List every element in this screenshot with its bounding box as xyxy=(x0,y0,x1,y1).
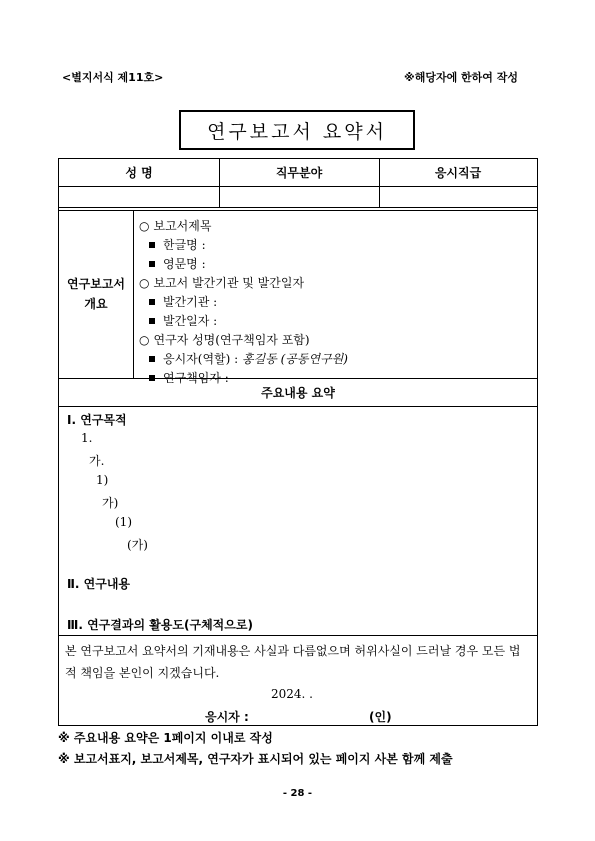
page-number: - 28 - xyxy=(282,788,313,799)
circle-icon: ○ xyxy=(139,333,150,347)
overview-item-report-title: ○ 보고서제목 xyxy=(139,219,212,233)
circle-icon: ○ xyxy=(139,219,150,233)
outline-level-2: 가. xyxy=(89,454,105,468)
square-bullet-icon xyxy=(149,242,155,248)
applicant-role-value: 홍길동 (공동연구원) xyxy=(242,352,348,366)
summary-heading: 주요내용 요약 xyxy=(261,385,335,400)
job-field-field[interactable] xyxy=(219,186,379,207)
overview-label xyxy=(59,210,133,378)
summary-form xyxy=(58,158,538,726)
outline-level-6: (가) xyxy=(127,538,148,552)
overview-item-publisher: 발간기관 : xyxy=(139,293,217,310)
job-field-header: 직무분야 xyxy=(275,166,323,180)
note-page-limit: ※ 주요내용 요약은 1페이지 이내로 작성 xyxy=(58,731,273,745)
overview-item-principal-investigator: 연구책임자 : xyxy=(139,369,229,386)
document-title: 연구보고서 요약서 xyxy=(179,110,415,150)
circle-icon: ○ xyxy=(139,276,150,290)
square-bullet-icon xyxy=(149,356,155,362)
outline-level-1: 1. xyxy=(81,431,93,445)
overview-label-line2: 개요 xyxy=(84,297,108,311)
applicant-signature-label: 응시자 : xyxy=(205,710,249,724)
form-label: <별지서식 제11호> xyxy=(62,71,164,84)
overview-item-publisher-date: ○ 보고서 발간기관 및 발간일자 xyxy=(139,276,305,290)
square-bullet-icon xyxy=(149,299,155,305)
outline-level-3: 1) xyxy=(96,473,109,487)
section-utilization: Ⅲ. 연구결과의 활용도(구체적으로) xyxy=(67,618,253,632)
square-bullet-icon xyxy=(149,318,155,324)
grade-field[interactable] xyxy=(379,186,537,207)
section-research-content: Ⅱ. 연구내용 xyxy=(67,577,131,591)
overview-item-english-title: 영문명 : xyxy=(139,255,206,272)
outline-level-4: 가) xyxy=(102,496,119,510)
grade-header: 응시직급 xyxy=(434,166,482,180)
overview-item-korean-title: 한글명 : xyxy=(139,236,206,253)
overview-item-researchers: ○ 연구자 성명(연구책임자 포함) xyxy=(139,333,310,347)
square-bullet-icon xyxy=(149,261,155,267)
outline-level-5: (1) xyxy=(115,515,132,529)
declaration-date: 2024. . xyxy=(271,687,313,701)
section-research-purpose: Ⅰ. 연구목적 xyxy=(67,413,127,427)
applicability-note: ※해당자에 한하여 작성 xyxy=(404,71,518,84)
overview-item-applicant-role: 응시자(역할) : 홍길동 (공동연구원) xyxy=(139,350,348,367)
name-header: 성 명 xyxy=(125,166,153,180)
declaration-text: 본 연구보고서 요약서의 기재내용은 사실과 다름없으며 허위사실이 드러날 경우 모든 법적 책임을 본인이 지겠습니다. xyxy=(65,644,521,680)
seal-mark: (인) xyxy=(369,710,392,724)
overview-item-publish-date: 발간일자 : xyxy=(139,312,217,329)
overview-label-line1: 연구보고서 xyxy=(67,277,125,291)
name-field[interactable] xyxy=(59,186,219,207)
note-attachments: ※ 보고서표지, 보고서제목, 연구자가 표시되어 있는 페이지 사본 함께 제출 xyxy=(58,752,453,766)
